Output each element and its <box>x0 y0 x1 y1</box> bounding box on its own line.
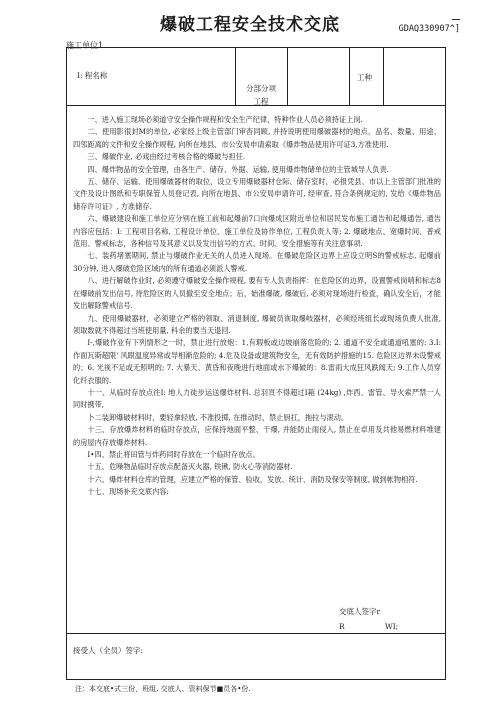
paragraph: 五、储存、运输、使用爆破器材的取位，设立专用爆破器材仓际、储存室时，必报凭县、市以上主管部门批准的文件及设计图纸和专职保管人员登记表, 向所在地县、市公安局申请许可, 经审查, 符合条例规定的, 发给《爆炸物品储存许可证》, 方准储存. <box>73 177 441 211</box>
header-divider-2 <box>287 48 288 105</box>
paragraph: 六、爆破建设和施工单位应分别在施工前和起爆前7口向爆成区附近单位和居民发布施工通告和起爆通告, 通告内容应包括：I: 工程项目名称, 工程设计单位、施工单位及协作单位, 工程负责人等; 2. 爆破地点、宽爆时间、普戒范用、警戒标志，各种信号及其意义以及发出信号的方式、时间、安全措施等有关注意事项. <box>73 214 441 249</box>
receiver-row-top <box>67 633 445 634</box>
presenter-sub-right: WI; <box>385 622 399 631</box>
header-divider-3 <box>349 48 350 105</box>
paragraph: 八、进行解破作业时, 必须遵守爆破安全操作规程, 要有专人负责指挥：在危险区的边界，设置警戒岗哨和标志8在爆破前发出信号, 待危险区的人员撤至安全地点；后，始准爆破, 爆破后, 必须对现场进行检査，确认安全后，才能发出解除警戒信号. <box>73 276 441 311</box>
document-code: GDAQ330907^] <box>398 24 460 34</box>
receiver-signature-label: 接受人（全员）签字: <box>73 646 144 655</box>
paragraph: I-,爆破作业有下列情形之一时，禁止进行放炮：1,有瑕板或边坡崩落危险的; 2. 通道不安全或通道吼塞的: 3.I: 作面瓦斯超限' 风眼温度异常或导相渐危险的; 4.危及设备或建筑物安全，无有效防护措施的15. 危险区边界未设警戒的；6. 光视不足或无照明的; 7. 大暴天、黄昏和夜晚进行地面或水下爆破的：8.雷雨大成狂风跌阀天; 9.工作人员穿化纤衣服的. <box>73 338 441 385</box>
paragraph: 十三、存放爆炸材料的临时存放点，应保持地面平整、干爆, 并能防止雨侵入, 禁止在卓用及共他易燃材料堆建的房屋内存放爆炸材料. <box>73 425 441 447</box>
paragraph: 卜二装卸爆破材料时，要轻拿轻放, 不准投掷, 在推动时，禁止厨扛，拖拉与滚动。 <box>87 412 349 422</box>
document-title: 爆破工程安全技术交底 <box>160 15 340 35</box>
paragraph: 十七、现场补充交底内容: <box>87 487 169 497</box>
paragraph: 九、使用爆破器材，必须建立严格的领取、消退制度, 爆破员诙取爆岐器材，必须经班组长或现场负费人批准, 领取数就不得超过当班使用量, 科余的要当天退回. <box>73 313 441 335</box>
code-overline <box>452 19 460 20</box>
construction-unit-label: 施工单位1 <box>66 41 104 50</box>
disclosure-table <box>66 47 446 680</box>
presenter-signature-label: 交底人签字r <box>339 607 381 616</box>
paragraph: 十一、从临时存放点往I: 地人力徒步运送爆炸材料. 总羽頁不得超过I箱 (24kg) ,炸西、雷管、导火索严禁一人同时携带, <box>73 387 441 410</box>
paragraph: 十五、危噪物品临时存放点配备灭火器, 铁锹, 防火心等消防器材. <box>87 462 293 472</box>
paragraph: I•四、禁止将田管与炸药同时存放在一个临时存放点。 <box>87 449 260 459</box>
paragraph: 十六、爆炸材料仓库的管理，应建立严格的保管、验收，发放、统计、消防及保安等制度, 做到帐物相符. <box>87 474 418 484</box>
footer-note: 注：本交底•式三份，班组, 交底人、资料保节■员各•份. <box>75 685 251 693</box>
sub-project-label: 分部分项工程 <box>246 84 276 106</box>
paragraph: 七、装药堵塞期间, 禁止与爆破作业无关的人员进入现场。在爆破危险区边界上应设立明S的警戒标志, 起爆前30分钟, 进入爆破危险区域内的所有通道必须派人警戒. <box>73 251 441 273</box>
project-name-label: I: 程名称 <box>77 71 108 80</box>
trade-label: 工种 <box>357 73 372 82</box>
header-divider-1 <box>235 48 236 105</box>
presenter-sub-left: R <box>339 622 345 631</box>
header-divider-4 <box>383 48 384 105</box>
paragraph: 四、爆炸物品的安全管理，由各生产、储存、外据、运输, 使用爆炸物储单位的主管城导人负责. <box>87 164 389 174</box>
disclosure-content <box>73 114 441 499</box>
paragraph: 二、使用影很封M的单位, 必家经上级主管部门审杳同顾, 并持说明使用爆破器材的地点、品名、数量、用途、四邻距离的文件和安全操作规程, 向所在地县、市公安局申请索取《爆炸物品使用许可证3,方准使用. <box>73 127 441 149</box>
paragraph: 三、爆破作业, 必戏由经过考核合格的爆破与担任. <box>87 152 246 162</box>
paragraph: 一、进入施工现场必须道守安全操作规程和安全生产纪律，特种作业人员必须持证上岗. <box>87 115 363 124</box>
